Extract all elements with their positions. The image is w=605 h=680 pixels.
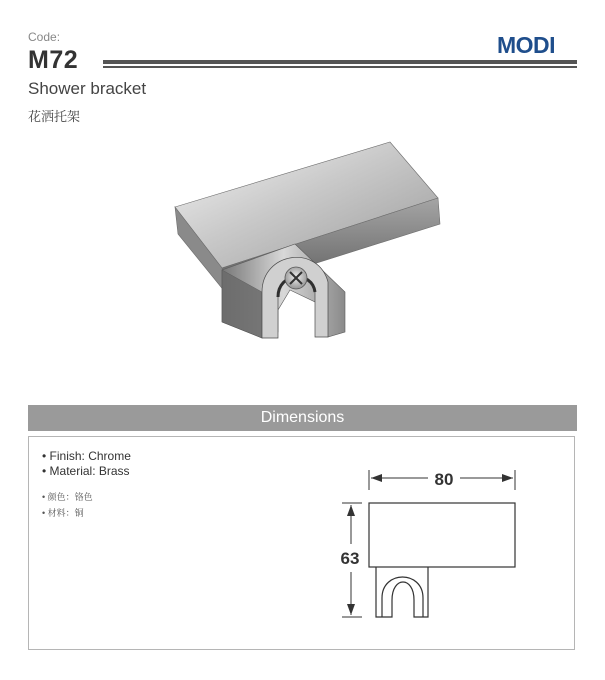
product-code: M72 [28, 46, 79, 74]
code-label: Code: [28, 30, 61, 44]
header-rule-thin [103, 66, 577, 68]
dimension-drawing [330, 460, 530, 630]
height-label: 63 [340, 549, 360, 568]
drawing-holder-inner [382, 577, 423, 617]
height-arrow-top [347, 505, 355, 516]
spec-finish-cn: • 颜色：铬色 [42, 492, 93, 502]
spec-material-cn: • 材料：铜 [42, 508, 84, 518]
product-name-en: Shower bracket [28, 79, 147, 98]
drawing-base-rect [369, 503, 515, 567]
brand-logo: MODI [497, 32, 556, 58]
drawing-holder-outline [376, 567, 428, 617]
width-arrow-right [502, 474, 513, 482]
width-arrow-left [371, 474, 382, 482]
width-label: 80 [434, 470, 454, 489]
spec-finish: • Finish: Chrome [42, 449, 131, 463]
spec-material: • Material: Brass [42, 464, 130, 478]
header-rule-thick [103, 60, 577, 64]
dimensions-section-bar: Dimensions [28, 405, 577, 431]
height-arrow-bottom [347, 604, 355, 615]
product-photo [150, 132, 460, 372]
product-name-cn: 花洒托架 [28, 109, 81, 124]
